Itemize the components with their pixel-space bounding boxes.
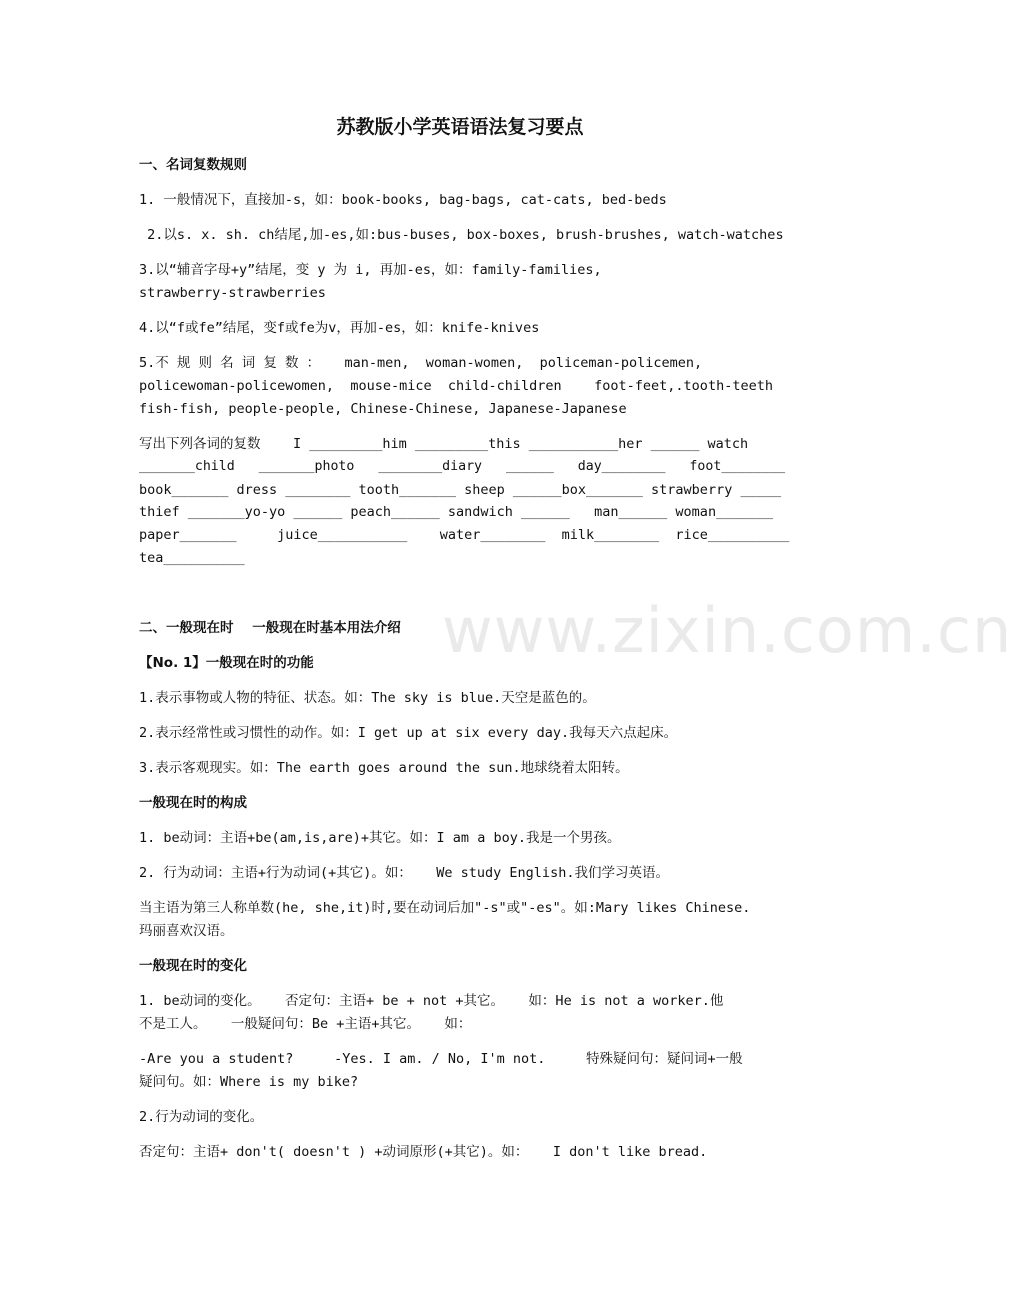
negative-sentence: 否定句：主语+ don't( doesn't ) +动词原形(+其它)。如： I don't like bread. — [139, 1144, 708, 1160]
function-2: 2.表示经常性或习惯性的动作。如：I get up at six every day.我每天六点起床。 — [139, 725, 678, 741]
rule-3-line-1: 3.以“辅音字母+y”结尾，变 y 为 i, 再加-es，如：family-families, — [139, 262, 602, 278]
watermark: www.zixin.com.cn — [442, 594, 1012, 667]
change-1-line-4: 疑问句。如：Where is my bike? — [139, 1074, 359, 1090]
rule-1: 1. 一般情况下，直接加-s，如：book-books, bag-bags, cat-cats, bed-beds — [139, 192, 667, 208]
no1-heading: 【No. 1】一般现在时的功能 — [139, 655, 314, 671]
change-heading: 一般现在时的变化 — [139, 958, 247, 974]
change-2: 2.行为动词的变化。 — [139, 1109, 264, 1125]
exercise-line-3: book_______ dress ________ tooth_______ sheep ______box_______ strawberry _____ — [139, 482, 782, 498]
rule-2: 2.以s. x. sh. ch结尾,加-es,如:bus-buses, box-boxes, brush-brushes, watch-watches — [139, 227, 784, 243]
change-1-line-3: -Are you a student? -Yes. I am. / No, I'm not. 特殊疑问句：疑问词+一般 — [139, 1051, 743, 1067]
exercise-line-2: _______child _______photo ________diary ______ day________ foot________ — [139, 459, 786, 474]
exercise-line-1: 写出下列各词的复数 I _________him _________this ___________her ______ watch — [139, 436, 749, 452]
structure-heading: 一般现在时的构成 — [139, 795, 247, 811]
function-1: 1.表示事物或人物的特征、状态。如：The sky is blue.天空是蓝色的。 — [139, 690, 596, 706]
section-heading-plural: 一、名词复数规则 — [139, 157, 247, 173]
change-1-line-1: 1. be动词的变化。 否定句：主语+ be + not +其它。 如：He is not a worker.他 — [139, 993, 724, 1009]
exercise-line-4: thief _______yo-yo ______ peach______ sandwich ______ man______ woman_______ — [139, 504, 773, 520]
page-title: 苏教版小学英语语法复习要点 — [336, 116, 584, 138]
section-heading-present-tense: 二、一般现在时 一般现在时基本用法介绍 — [139, 620, 401, 636]
structure-3-line-2: 玛丽喜欢汉语。 — [139, 923, 234, 939]
rule-4: 4.以“f或fe”结尾，变f或fe为v，再加-es，如：knife-knives — [139, 320, 540, 336]
structure-3-line-1: 当主语为第三人称单数(he, she,it)时,要在动词后加"-s"或"-es"。如:Mary likes Chinese. — [139, 900, 751, 916]
function-3: 3.表示客观现实。如：The earth goes around the sun.地球绕着太阳转。 — [139, 760, 629, 776]
exercise-line-5: paper_______ juice___________ water________ milk________ rice__________ — [139, 527, 790, 543]
rule-5-line-2: policewoman-policewomen, mouse-mice child-children foot-feet,.tooth-teeth — [139, 378, 773, 394]
structure-1: 1. be动词：主语+be(am,is,are)+其它。如：I am a boy.我是一个男孩。 — [139, 830, 621, 846]
rule-3-line-2: strawberry-strawberries — [139, 285, 326, 301]
change-1-line-2: 不是工人。 一般疑问句：Be +主语+其它。 如： — [139, 1016, 472, 1032]
structure-2: 2. 行为动词：主语+行为动词(+其它)。如： We study English.我们学习英语。 — [139, 865, 669, 881]
exercise-line-6: tea__________ — [139, 550, 245, 566]
rule-5-line-3: fish-fish, people-people, Chinese-Chinese, Japanese-Japanese — [139, 401, 627, 417]
rule-5-line-1: 5.不 规 则 名 词 复 数 ： man-men, woman-women, policeman-policemen, — [139, 355, 703, 371]
